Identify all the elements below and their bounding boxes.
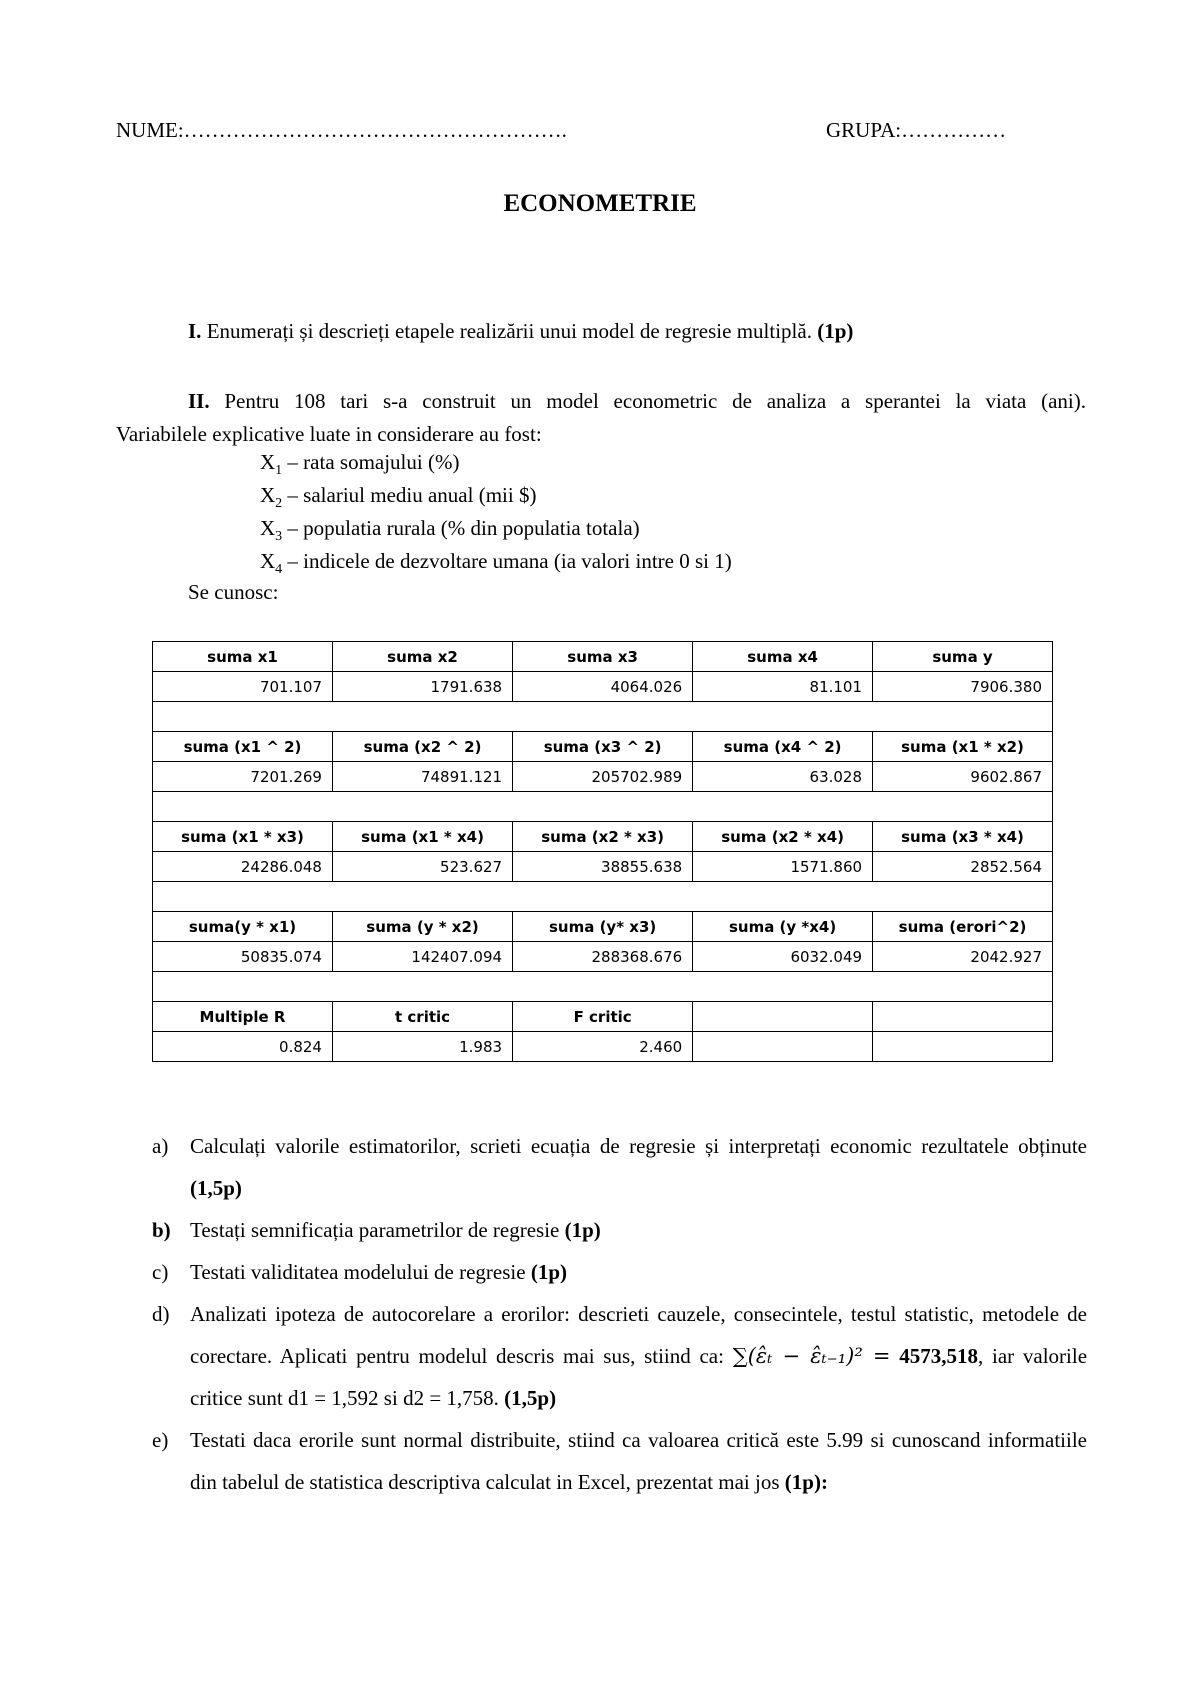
table-header-cell: suma (x1 * x4) <box>332 822 512 852</box>
table-value-cell: 523.627 <box>332 852 512 882</box>
table-header-cell: suma x1 <box>153 642 333 672</box>
table-header-cell: suma x4 <box>693 642 873 672</box>
task-d-label: d) <box>152 1302 170 1326</box>
table-value-cell: 2.460 <box>513 1032 693 1062</box>
question-1-text: Enumerați și descrieți etapele realizării unui model de regresie multiplă. <box>201 319 818 343</box>
table-value-cell <box>873 1032 1053 1062</box>
table-value-cell: 7201.269 <box>153 762 333 792</box>
task-a-label: a) <box>152 1134 169 1158</box>
question-2-text: Pentru 108 tari s-a construit un model econometric de analiza a sperantei la viata (ani). <box>209 389 1086 413</box>
task-e-text: Testati daca erorile sunt normal distribuite, stiind ca valoarea critică este 5.99 si cunoscand informatiile din tabelul de statistica descriptiva calculat in Excel, prezentat mai jos <box>190 1428 1087 1494</box>
table-header-cell <box>693 1002 873 1032</box>
nume-field: NUME:………………………………………………. <box>116 118 567 142</box>
task-e <box>152 1419 1087 1503</box>
table-header-cell: suma (x1 * x3) <box>153 822 333 852</box>
table-value-cell: 74891.121 <box>332 762 512 792</box>
variable-x4: $X_4$ – indicele de dezvoltare umana (ia valori intre 0 si 1) <box>260 549 732 578</box>
table-value-row <box>153 942 1053 972</box>
table-value-cell: 2042.927 <box>873 942 1053 972</box>
table-value-cell: 701.107 <box>153 672 333 702</box>
task-a-points: (1,5p) <box>190 1176 242 1200</box>
task-b <box>152 1209 1087 1251</box>
table-value-cell: 142407.094 <box>332 942 512 972</box>
question-2 <box>116 385 1086 451</box>
table-value-cell: 288368.676 <box>513 942 693 972</box>
table-header-row <box>153 822 1053 852</box>
table-header-cell: suma (x4 ^ 2) <box>693 732 873 762</box>
table-value-cell: 0.824 <box>153 1032 333 1062</box>
table-header-cell: suma (x1 ^ 2) <box>153 732 333 762</box>
table-value-cell: 205702.989 <box>513 762 693 792</box>
table-value-row <box>153 1032 1053 1062</box>
table-header-cell: Multiple R <box>153 1002 333 1032</box>
task-d <box>152 1293 1087 1419</box>
table-header-cell: suma (x2 * x4) <box>693 822 873 852</box>
table-spacer-row <box>153 702 1053 732</box>
task-b-points: (1p) <box>564 1218 601 1242</box>
task-d-points: (1,5p) <box>504 1386 557 1410</box>
page-title: ECONOMETRIE <box>503 190 697 217</box>
table-header-cell: suma y <box>873 642 1053 672</box>
task-c-label: c) <box>152 1260 169 1284</box>
task-c-points: (1p) <box>530 1260 567 1284</box>
table-value-row <box>153 762 1053 792</box>
task-b-label: b) <box>152 1218 171 1242</box>
table-header-row <box>153 912 1053 942</box>
task-e-label: e) <box>152 1428 169 1452</box>
table-value-cell: 9602.867 <box>873 762 1053 792</box>
table-value-cell: 81.101 <box>693 672 873 702</box>
task-d-tail: , iar valorile critice sunt d1 = 1,592 si d2 = 1,758. <box>190 1344 1088 1410</box>
header-line <box>116 118 1036 143</box>
data-table <box>152 641 1053 1062</box>
table-value-cell: 4064.026 <box>513 672 693 702</box>
table-header-cell: suma x2 <box>332 642 512 672</box>
table-header-row <box>153 732 1053 762</box>
table-value-cell <box>693 1032 873 1062</box>
task-list <box>152 1125 1087 1503</box>
variable-x3: $X_3$ – populatia rurala (% din populatia totala) <box>260 516 640 545</box>
table-value-cell: 38855.638 <box>513 852 693 882</box>
table-header-cell: suma (x1 * x2) <box>873 732 1053 762</box>
table-header-cell: t critic <box>332 1002 512 1032</box>
table-header-cell: suma (y * x2) <box>332 912 512 942</box>
table-spacer-row <box>153 972 1053 1002</box>
table-header-cell: suma x3 <box>513 642 693 672</box>
table-value-cell: 6032.049 <box>693 942 873 972</box>
task-d-text: Analizati ipoteza de autocorelare a erorilor: descrieti cauzele, consecintele, testul statistic, metodele de corectare. Aplicati pentru modelul descris mai sus, stiind ca: <box>190 1302 1087 1368</box>
table-header-cell: suma (erori^2) <box>873 912 1053 942</box>
table-value-row <box>153 852 1053 882</box>
task-b-text: Testați semnificația parametrilor de regresie <box>190 1218 565 1242</box>
se-cunosc-label: Se cunosc: <box>188 580 279 604</box>
table-value-cell: 1791.638 <box>332 672 512 702</box>
task-c <box>152 1251 1087 1293</box>
task-a-text: Calculați valorile estimatorilor, scrieti ecuația de regresie și interpretați economic rezultatele obținute <box>190 1134 1087 1158</box>
table-value-cell: 63.028 <box>693 762 873 792</box>
table-header-cell <box>873 1002 1053 1032</box>
table-header-cell: F critic <box>513 1002 693 1032</box>
table-value-cell: 24286.048 <box>153 852 333 882</box>
variable-x1: $X_1$ – rata somajului (%) <box>260 450 460 479</box>
table-header-cell: suma (x2 ^ 2) <box>332 732 512 762</box>
grupa-field: GRUPA:…………… <box>826 118 1007 142</box>
task-d-formula-value: 4573,518 <box>899 1344 979 1368</box>
table-value-cell: 7906.380 <box>873 672 1053 702</box>
table-value-cell: 1.983 <box>332 1032 512 1062</box>
task-c-text: Testati validitatea modelului de regresie <box>190 1260 531 1284</box>
question-2-number: II. <box>188 389 210 413</box>
task-a <box>152 1125 1087 1209</box>
table-spacer-row <box>153 792 1053 822</box>
task-d-formula: ∑(ε̂ₜ − ε̂ₜ₋₁)² = <box>732 1344 891 1368</box>
table-spacer-row <box>153 882 1053 912</box>
task-e-points: (1p): <box>784 1470 828 1494</box>
table-header-cell: suma (x3 * x4) <box>873 822 1053 852</box>
table-header-cell: suma(y * x1) <box>153 912 333 942</box>
question-1-number: I. <box>188 319 202 343</box>
question-2-line2: Variabilele explicative luate in considerare au fost: <box>116 422 542 446</box>
table-value-cell: 1571.860 <box>693 852 873 882</box>
table-header-cell: suma (x3 ^ 2) <box>513 732 693 762</box>
table-value-row <box>153 672 1053 702</box>
table-header-cell: suma (y* x3) <box>513 912 693 942</box>
table-header-cell: suma (x2 * x3) <box>513 822 693 852</box>
table-header-row <box>153 642 1053 672</box>
table-value-cell: 50835.074 <box>153 942 333 972</box>
variable-x2: $X_2$ – salariul mediu anual (mii $) <box>260 483 537 512</box>
table-header-row <box>153 1002 1053 1032</box>
table-header-cell: suma (y *x4) <box>693 912 873 942</box>
question-1-points: (1p) <box>817 319 854 343</box>
table-value-cell: 2852.564 <box>873 852 1053 882</box>
question-2-line1 <box>116 385 1086 418</box>
question-1 <box>188 319 853 344</box>
